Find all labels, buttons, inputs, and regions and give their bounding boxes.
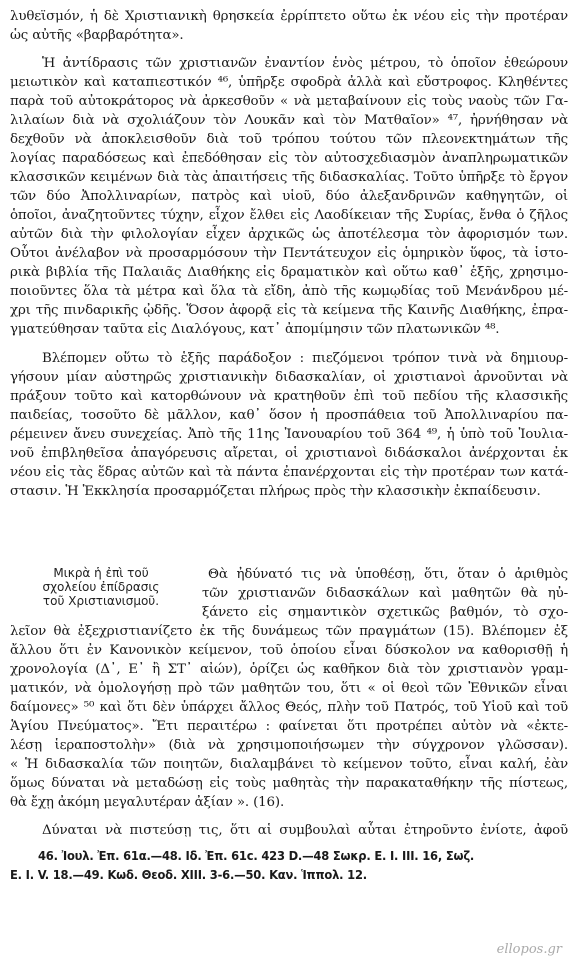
text-line: ἄλλου ὅτι ἐν Κανονικὸν κείμενον, τοῦ ὁποίου εἶναι δύσκολον να καθορισθῇ ἡ — [10, 643, 568, 658]
text-line: αὐτῶν διὰ τὴν φιλολογίαν εἶχεν ἀρχικῶς ὡς ἀποτέλεσμα τὸν ἀφορισμόν των. — [10, 227, 568, 242]
text-line: τῶν χριστιανῶν διδασκάλων καὶ μαθητῶν θὰ ηὐ- — [202, 586, 568, 601]
text-line: Δύναται νὰ πιστεύσῃ τις, ὅτι αἱ συμβουλαὶ αὗται ἐτηροῦντο ἐνίοτε, ἀφοῦ — [42, 823, 568, 838]
text-line: ὅμως δύναται νὰ μεταδώσῃ εἰς τοὺς μαθητὰς τὴν παρακαταθήκην τῆς πίστεως, — [10, 776, 568, 791]
text-line: ποιοῦντες ὅλα τὰ μέτρα καὶ ὅλα τὰ εἴδη, ἀπὸ τῆς κωμῳδίας τοῦ Μενάνδρου μέ- — [10, 284, 568, 299]
text-line: ὡς αὐτῆς «βαρβαρότητα». — [10, 28, 184, 43]
text-line: Οὗτοι ἀνέλαβον νὰ προσαρμόσουν τὴν Πεντάτευχον εἰς ὁμηρικὸν ὕφος, τὰ ἱστο- — [10, 246, 568, 261]
text-line: λυθεϊσμόν, ἡ δὲ Χριστιανικὴ θρησκεία ἐρρίπτετο οὕτω ἐκ νέου εἰς τὴν προτέραν — [10, 9, 568, 24]
text-line: λιλαίων διὰ νὰ σχολιάζουν τὸν Λουκᾶν καὶ τὸν Ματθαῖον» ⁴⁷, ἠρνήθησαν νὰ — [10, 113, 568, 128]
text-line: Ἡ ἀντίδρασις τῶν χριστιανῶν ἐναντίον ἑνὸς μέτρου, τὸ ὁποῖον ἐθεώρουν — [42, 56, 568, 71]
text-line: τῶν δύο Ἀπολλιναρίων, πατρὸς καὶ υἱοῦ, δύο ἀλεξανδρινῶν καθηγητῶν, οἱ — [10, 189, 568, 204]
text-line: παρὰ τοῦ αὐτοκράτορος νὰ ἀρκεσθοῦν « νὰ μεταβαίνουν εἰς τοὺς ναοὺς τῶν Γα- — [10, 94, 568, 109]
watermark: ellopos.gr — [496, 942, 562, 957]
text-line: πράξουν τοῦτο καὶ κατορθώνουν νὰ κρατηθοῦν ἐπὶ τοῦ πεδίου τῆς κλασσικῆς — [10, 389, 568, 404]
text-line: δεχθοῦν νὰ ἀποκλεισθοῦν διὰ τοῦ τρόπου τούτου τῶν πλεονεκτημάτων τῆς — [10, 132, 568, 147]
text-line: λογίας παραδόσεως καὶ ἐπεδόθησαν εἰς τὸν αὐτοσχεδιασμὸν ἀναπληρωματικῶν — [10, 151, 568, 166]
text-line: ρικὰ βιβλία τῆς Παλαιᾶς Διαθήκης εἰς δραματικὸν καὶ οὕτω καθ᾽ ἑξῆς, χρησιμο- — [10, 265, 568, 280]
text-line: ρέμεινεν ἄνευ συνεχείας. Ἀπὸ τῆς 11ης Ἰανουαρίου τοῦ 364 ⁴⁹, ἡ ὑπὸ τοῦ Ἰουλια- — [10, 427, 568, 442]
text-line: παιδείας, τοσοῦτο δὲ μᾶλλον, καθ᾽ ὅσον ἡ προσπάθεια τοῦ Ἀπολλιναρίου πα- — [10, 408, 568, 423]
text-line: ματικόν, νὰ ὁμολογήσῃ πρὸ τῶν μαθητῶν του, ὅτι « οἱ θεοὶ τῶν Ἐθνικῶν εἶναι — [10, 681, 568, 696]
margin-heading — [16, 566, 186, 608]
text-line: νοῦ ἐπιβληθεῖσα ἀπαγόρευσις αἴρεται, οἱ χριστιανοὶ διδάσκαλοι ἀνέρχονται ἐκ — [10, 446, 568, 461]
text-line: « Ἡ διδασκαλία τῶν ποιητῶν, διαλαμβάνει τὸ κείμενον τοῦτο, εἶναι καλή, ἐὰν — [10, 757, 568, 772]
margin-heading-line: Μικρὰ ἡ ἐπὶ τοῦ — [53, 566, 149, 580]
text-line: νέου εἰς τὰς ἕδρας αὐτῶν καὶ τὰ πάντα ἐπανέρχονται εἰς τὴν προτέραν των κατά- — [10, 465, 568, 480]
text-line: χρονολογία (Δ᾽, Ε᾽ ἢ ΣΤ᾽ αἰών), ὁρίζει ὡς καθῆκον διὰ τὸν χριστιανὸν γραμ- — [10, 662, 568, 677]
text-line: Βλέπομεν οὕτω τὸ ἑξῆς παράδοξον : πιεζόμενοι τρόπον τινὰ νὰ δημιουρ- — [42, 351, 568, 366]
text-line: κλασσικῶν κειμένων διὰ τὰς ἀπαιτήσεις τῆς διδασκαλίας. Τοῦτο ὑπῆρξε τὸ ἔργον — [10, 170, 568, 185]
text-line: θὰ ἔχῃ ἀκόμη μεγαλυτέραν ἀξίαν ». (16). — [10, 795, 285, 810]
text-line: Ἁγίου Πνεύματος». Ἔτι περαιτέρω : φαίνεται ὅτι προτρέπει αὐτὸν νὰ «ἐκτε- — [10, 719, 568, 734]
text-line: λέσῃ ἱεραποστολὴν» (διὰ νὰ χρησιμοποιήσωμεν τὴν σύγχρονον γλῶσσαν). — [10, 738, 568, 753]
text-line: χρι τῆς πινδαρικῆς ᾠδῆς. Ὅσον ἀφορᾷ εἰς τὰ κείμενα τῆς Καινῆς Διαθήκης, ἐπρα- — [10, 303, 568, 318]
text-line: στασιν. Ἡ Ἐκκλησία προσαρμόζεται πλήρως πρὸς τὴν κλασσικὴν ἐκπαίδευσιν. — [10, 484, 541, 499]
margin-heading-line: σχολείου ἐπίδρασις — [42, 580, 160, 594]
margin-heading-line: τοῦ Χριστιανισμοῦ. — [42, 594, 160, 608]
text-line: μειωτικὸν καὶ καταπιεστικόν ⁴⁶, ὑπῆρξε σφοδρὰ ἀλλὰ καὶ εὔστροφος. Κληθέντες — [10, 75, 568, 90]
footnote-line: Ε. Ι. V. 18.—49. Κωδ. Θεοδ. XIII. 3-6.—50. Καν. Ἱππολ. 12. — [10, 868, 367, 883]
text-line: ξάνετο εἰς σημαντικὸν σχετικῶς βαθμόν, τὸ σχο- — [202, 605, 568, 620]
text-line: γήσουν μίαν αὐστηρῶς χριστιανικὴν διδασκαλίαν, οἱ χριστιανοὶ ἀρνοῦνται νὰ — [10, 370, 568, 385]
text-line: λεῖον θὰ ἐξεχριστιανίζετο ἐκ τῆς δυνάμεως τῶν πραγμάτων (15). Βλέπομεν ἐξ — [10, 624, 568, 639]
text-line: ὁποῖοι, ἀναζητοῦντες τύχην, εἶχον ἔλθει εἰς Λαοδίκειαν τῆς Συρίας, ἔνθα ὁ ζῆλος — [10, 208, 568, 223]
footnote-line: 46. Ἰουλ. Ἐπ. 61α.—48. Ιδ. Ἐπ. 61c. 423 D.—48 Σωκρ. Ε. Ι. ΙΙΙ. 16, Σωζ. — [38, 849, 475, 864]
text-line: γματεύθησαν ταῦτα εἰς Διαλόγους, κατ᾽ ἀπομίμησιν τῶν πλατωνικῶν ⁴⁸. — [10, 322, 500, 337]
text-line: Θὰ ἠδύνατό τις νὰ ὑποθέσῃ, ὅτι, ὅταν ὁ ἀριθμὸς — [208, 567, 568, 582]
text-line: δαίμονες» ⁵⁰ καὶ ὅτι δὲν ὑπάρχει ἄλλος Θεός, πλὴν τοῦ Πατρός, τοῦ Υἱοῦ καὶ τοῦ — [10, 700, 568, 715]
